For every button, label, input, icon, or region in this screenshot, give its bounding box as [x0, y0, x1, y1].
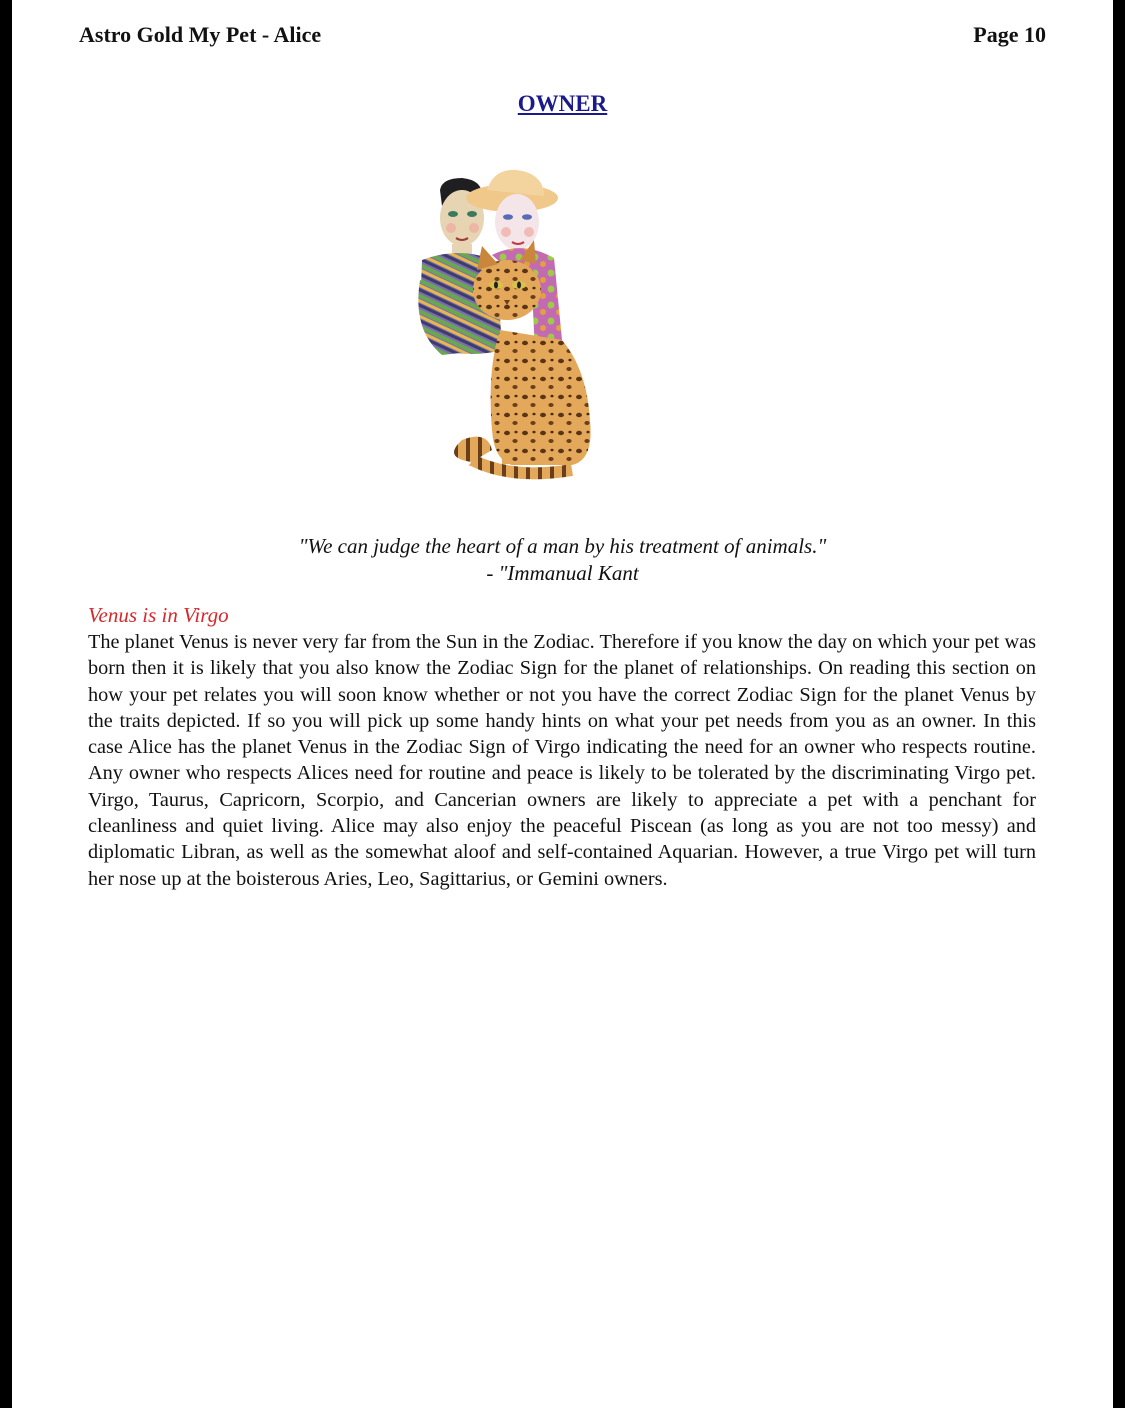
- page-number: Page 10: [973, 22, 1046, 47]
- quote-text: "We can judge the heart of a man by his treatment of animals.": [298, 534, 827, 558]
- owner-illustration: [322, 140, 802, 510]
- header-title: Astro Gold My Pet - Alice: [79, 22, 322, 47]
- document-page: [12, 0, 1113, 1408]
- venus-heading: Venus is in Virgo: [88, 603, 229, 627]
- section-title: [12, 89, 1113, 119]
- section-title-text: OWNER: [517, 91, 608, 116]
- quote-block: [12, 533, 1113, 587]
- quote-attribution: - "Immanual Kant: [486, 561, 639, 585]
- venus-body-paragraph: The planet Venus is never very far from the Sun in the Zodiac. Therefore if you know the day on which your pet was born then it is likely that you also know the Zodiac Sign for the planet of relationships. On reading this section on how your pet relates you will soon know whether or not you have the correct Zodiac Sign for the planet Venus by the traits depicted. If so you will pick up some handy hints on what your pet needs from you as an owner. In this case Alice has the planet Venus in the Zodiac Sign of Virgo indicating the need for an owner who respects routine. Any owner who respects Alices need for routine and peace is likely to be tolerated by the discriminating Virgo pet. Virgo, Taurus, Capricorn, Scorpio, and Cancerian owners are likely to appreciate a pet with a penchant for cleanliness and quiet living. Alice may also enjoy the peaceful Piscean (as long as you are not too messy) and diplomatic Libran, as well as the somewhat aloof and self-contained Aquarian. However, a true Virgo pet will turn her nose up at the boisterous Aries, Leo, Sagittarius, or Gemini owners.: [88, 631, 1036, 890]
